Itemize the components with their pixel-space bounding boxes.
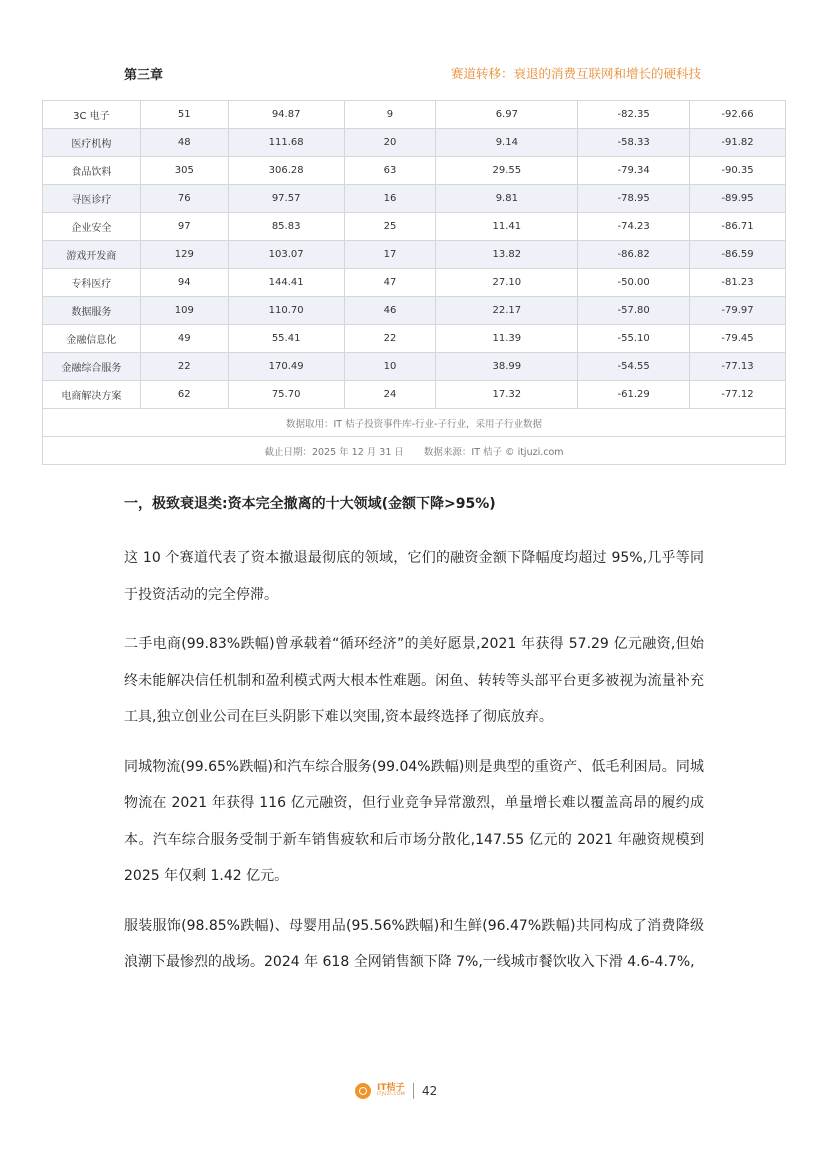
- footer-divider: [413, 1083, 414, 1099]
- table-cell: 109: [140, 297, 228, 325]
- table-cell: 110.70: [228, 297, 344, 325]
- table-cell: -79.97: [690, 297, 786, 325]
- table-row: [43, 101, 786, 129]
- table-cell: 97: [140, 213, 228, 241]
- table-cell: 55.41: [228, 325, 344, 353]
- table-cell: 16: [344, 185, 436, 213]
- table-cell: 11.39: [436, 325, 578, 353]
- table-cell: 寻医诊疗: [43, 185, 141, 213]
- table-cell: 75.70: [228, 381, 344, 409]
- table-cell: -90.35: [690, 157, 786, 185]
- table-cell: -50.00: [578, 269, 690, 297]
- table-cell: 103.07: [228, 241, 344, 269]
- section-heading: 一，极致衰退类:资本完全撤离的十大领域(金额下降>95%): [124, 496, 496, 512]
- table-cell: 13.82: [436, 241, 578, 269]
- table-cell: 11.41: [436, 213, 578, 241]
- table-cell: 94: [140, 269, 228, 297]
- table-cell: 9.14: [436, 129, 578, 157]
- table-cell: 49: [140, 325, 228, 353]
- table-cell: 数据服务: [43, 297, 141, 325]
- table-cell: 游戏开发商: [43, 241, 141, 269]
- table-cell: -78.95: [578, 185, 690, 213]
- paragraph: 这 10 个赛道代表了资本撤退最彻底的领域，它们的融资金额下降幅度均超过 95%,几乎等同于投资活动的完全停滞。: [124, 550, 704, 603]
- table-cell: 129: [140, 241, 228, 269]
- table-cell: 17: [344, 241, 436, 269]
- table-cell: -57.80: [578, 297, 690, 325]
- table-cell: 51: [140, 101, 228, 129]
- table-cell: 医疗机构: [43, 129, 141, 157]
- page-footer: [355, 1083, 437, 1099]
- table-footer-row: [43, 437, 786, 465]
- table-cell: -77.12: [690, 381, 786, 409]
- table-cell: -55.10: [578, 325, 690, 353]
- cutoff-date: 截止日期：2025 年 12 月 31 日: [264, 446, 404, 458]
- table-cell: -74.23: [578, 213, 690, 241]
- table-cell: 48: [140, 129, 228, 157]
- table-cell: -86.82: [578, 241, 690, 269]
- table-cell: 144.41: [228, 269, 344, 297]
- table-cell: 22.17: [436, 297, 578, 325]
- table-cell: -79.34: [578, 157, 690, 185]
- table-cell: 47: [344, 269, 436, 297]
- table-cell: 24: [344, 381, 436, 409]
- table-row: [43, 269, 786, 297]
- page-number: 42: [422, 1084, 438, 1098]
- table-cell: -79.45: [690, 325, 786, 353]
- table-cell: 62: [140, 381, 228, 409]
- table-cell: -92.66: [690, 101, 786, 129]
- table-cell: 专科医疗: [43, 269, 141, 297]
- table-cell: 17.32: [436, 381, 578, 409]
- table-cell: 22: [140, 353, 228, 381]
- table-cell: -81.23: [690, 269, 786, 297]
- table-cell: 29.55: [436, 157, 578, 185]
- table-cell: 10: [344, 353, 436, 381]
- table-cell: 111.68: [228, 129, 344, 157]
- table-row: [43, 129, 786, 157]
- table-cell: 27.10: [436, 269, 578, 297]
- table-cell: 94.87: [228, 101, 344, 129]
- table-cell: 企业安全: [43, 213, 141, 241]
- table-cell: 22: [344, 325, 436, 353]
- itjuzi-logo-icon: [355, 1083, 371, 1099]
- table-row: [43, 297, 786, 325]
- table-cell: 电商解决方案: [43, 381, 141, 409]
- table-cell: 25: [344, 213, 436, 241]
- table-cell: -61.29: [578, 381, 690, 409]
- table-cell: 170.49: [228, 353, 344, 381]
- table-cell: 金融综合服务: [43, 353, 141, 381]
- table-cell: 9.81: [436, 185, 578, 213]
- body-text: [124, 540, 704, 994]
- table-footer: [43, 437, 786, 465]
- chapter-title: 赛道转移：衰退的消费互联网和增长的硬科技: [450, 66, 701, 81]
- table-cell: -89.95: [690, 185, 786, 213]
- table-row: [43, 353, 786, 381]
- table-cell: -77.13: [690, 353, 786, 381]
- table-cell: 38.99: [436, 353, 578, 381]
- table-cell: 97.57: [228, 185, 344, 213]
- table-row: [43, 157, 786, 185]
- logo-text: [377, 1084, 405, 1098]
- table-cell: -86.59: [690, 241, 786, 269]
- table-note-row: [43, 409, 786, 437]
- table-row: [43, 325, 786, 353]
- table-cell: 63: [344, 157, 436, 185]
- paragraph: 服装服饰(98.85%跌幅)、母婴用品(95.56%跌幅)和生鲜(96.47%跌幅)共同构成了消费降级浪潮下最惨烈的战场。2024 年 618 全网销售额下降 7%,一线城市餐饮收入下滑 4.6-4.7%,: [124, 917, 704, 970]
- table-row: [43, 381, 786, 409]
- data-source: 数据来源：IT 桔子 © itjuzi.com: [423, 446, 564, 458]
- data-table: [42, 100, 786, 465]
- table-cell: -91.82: [690, 129, 786, 157]
- table-row: [43, 185, 786, 213]
- table-cell: -82.35: [578, 101, 690, 129]
- table-row: [43, 213, 786, 241]
- chapter-label: 第三章: [124, 68, 164, 83]
- table-cell: 20: [344, 129, 436, 157]
- table-row: [43, 241, 786, 269]
- table-cell: 76: [140, 185, 228, 213]
- table-note: 数据取用：IT 桔子投资事件库-行业-子行业，采用子行业数据: [43, 409, 786, 437]
- logo-sub: ITJUZI.COM: [377, 1092, 406, 1098]
- table-cell: -58.33: [578, 129, 690, 157]
- table-cell: 305: [140, 157, 228, 185]
- table-cell: -54.55: [578, 353, 690, 381]
- table-cell: 6.97: [436, 101, 578, 129]
- table-cell: 306.28: [228, 157, 344, 185]
- table-cell: 3C 电子: [43, 101, 141, 129]
- table-cell: 食品饮料: [43, 157, 141, 185]
- table-cell: 9: [344, 101, 436, 129]
- paragraph: 同城物流(99.65%跌幅)和汽车综合服务(99.04%跌幅)则是典型的重资产、低毛利困局。同城物流在 2021 年获得 116 亿元融资，但行业竞争异常激烈，单量增长难以覆盖高昂的履约成本。汽车综合服务受制于新车销售疲软和后市场分散化,147.55 亿元的 2021 年融资规模到 2025 年仅剩 1.42 亿元。: [124, 758, 704, 884]
- paragraph: 二手电商(99.83%跌幅)曾承载着“循环经济”的美好愿景,2021 年获得 57.29 亿元融资,但始终未能解决信任机制和盈利模式两大根本性难题。闲鱼、转转等头部平台更多被视为流量补充工具,独立创业公司在巨头阴影下难以突围,资本最终选择了彻底放弃。: [124, 636, 704, 725]
- table-cell: 85.83: [228, 213, 344, 241]
- logo-brand: IT桔子: [377, 1083, 405, 1094]
- table-cell: -86.71: [690, 213, 786, 241]
- table-cell: 46: [344, 297, 436, 325]
- table-cell: 金融信息化: [43, 325, 141, 353]
